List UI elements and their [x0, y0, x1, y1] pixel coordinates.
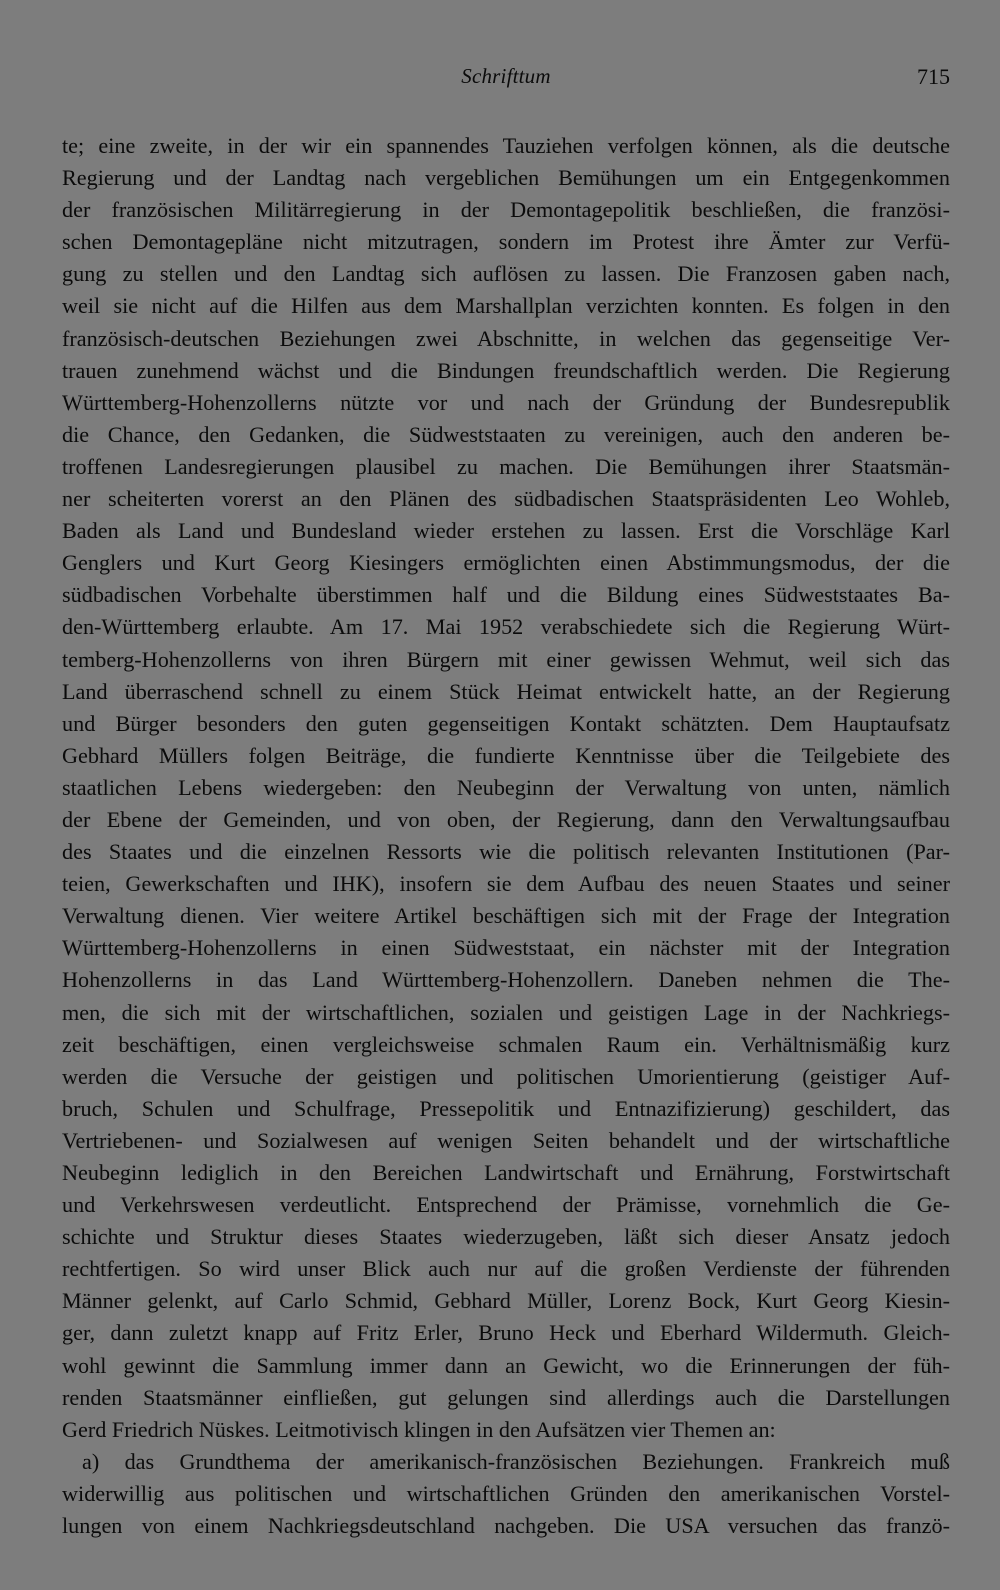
text-line: Neubeginn lediglich in den Bereichen Landwirtschaft und Ernährung, Forstwirtschaft [62, 1160, 950, 1185]
text-line: men, die sich mit der wirtschaftlichen, sozialen und geistigen Lage in der Nachkriegs- [62, 999, 950, 1025]
text-line: schichte und Struktur dieses Staates wiederzugeben, läßt sich dieser Ansatz jedoch [62, 1224, 950, 1250]
text-line: weil sie nicht auf die Hilfen aus dem Marshallplan verzichten konnten. Es folgen in den [62, 293, 950, 319]
running-head [62, 64, 950, 98]
text-line: Württemberg-Hohenzollerns nützte vor und nach der Gründung der Bundesrepublik [62, 389, 950, 415]
text-line: gung zu stellen und den Landtag sich auflösen zu lassen. Die Franzosen gaben nach, [62, 261, 950, 287]
page-number: 715 [917, 64, 950, 89]
text-line: widerwillig aus politischen und wirtschaftlichen Gründen den amerikanischen Vorstel- [62, 1480, 950, 1506]
text-line: temberg-Hohenzollerns von ihren Bürgern mit einer gewissen Wehmut, weil sich das [62, 646, 950, 672]
text-line: renden Staatsmänner einfließen, gut gelungen sind allerdings auch die Darstellungen [62, 1384, 950, 1410]
text-line: teien, Gewerkschaften und IHK), insofern sie dem Aufbau des neuen Staates und seiner [62, 871, 950, 897]
text-line: werden die Versuche der geistigen und politischen Umorientierung (geistiger Auf- [62, 1063, 950, 1089]
text-line: die Chance, den Gedanken, die Südweststaaten zu vereinigen, auch den anderen be- [62, 421, 950, 447]
text-line: Regierung und der Landtag nach vergeblichen Bemühungen um ein Entgegenkommen [62, 165, 950, 191]
body-text [62, 130, 950, 1542]
text-line: ger, dann zuletzt knapp auf Fritz Erler, Bruno Heck und Eberhard Wildermuth. Gleich- [62, 1320, 950, 1346]
text-line: bruch, Schulen und Schulfrage, Pressepolitik und Entnazifizierung) geschildert, das [62, 1095, 950, 1121]
text-line: Gerd Friedrich Nüskes. Leitmotivisch klingen in den Aufsätzen vier Themen an: [62, 1416, 776, 1442]
text-line: Gebhard Müllers folgen Beiträge, die fundierte Kenntnisse über die Teilgebiete des [62, 742, 950, 768]
text-line: rechtfertigen. So wird unser Blick auch nur auf die großen Verdienste der führenden [62, 1256, 950, 1282]
text-line: des Staates und die einzelnen Ressorts wie die politisch relevanten Institutionen (Par- [62, 839, 950, 865]
text-line: südbadischen Vorbehalte überstimmen half und die Bildung eines Südweststaates Ba- [62, 582, 950, 608]
text-line: der Ebene der Gemeinden, und von oben, der Regierung, dann den Verwaltungsaufbau [62, 806, 950, 832]
text-line: und Bürger besonders den guten gegenseitigen Kontakt schätzten. Dem Hauptaufsatz [62, 710, 950, 736]
text-line: troffenen Landesregierungen plausibel zu machen. Die Bemühungen ihrer Staatsmän- [62, 453, 950, 479]
text-line: Verwaltung dienen. Vier weitere Artikel beschäftigen sich mit der Frage der Integration [62, 903, 950, 929]
text-line: Genglers und Kurt Georg Kiesingers ermöglichten einen Abstimmungsmodus, der die [62, 550, 950, 576]
text-line: Baden als Land und Bundesland wieder erstehen zu lassen. Erst die Vorschläge Karl [62, 518, 950, 544]
text-line: a) das Grundthema der amerikanisch-französischen Beziehungen. Frankreich muß [82, 1448, 950, 1474]
running-head-title: Schrifttum [461, 64, 551, 88]
text-line: te; eine zweite, in der wir ein spannendes Tauziehen verfolgen können, als die deutsche [62, 133, 950, 158]
text-line: Land überraschend schnell zu einem Stück Heimat entwickelt hatte, an der Regierung [62, 678, 950, 704]
text-line: Männer gelenkt, auf Carlo Schmid, Gebhard Müller, Lorenz Bock, Kurt Georg Kiesin- [62, 1288, 950, 1314]
text-line: lungen von einem Nachkriegsdeutschland nachgeben. Die USA versuchen das franzö- [62, 1513, 950, 1539]
text-line: trauen zunehmend wächst und die Bindungen freundschaftlich werden. Die Regierung [62, 357, 950, 383]
text-line: ner scheiterten vorerst an den Plänen des südbadischen Staatspräsidenten Leo Wohleb, [62, 486, 950, 512]
text-line: schen Demontagepläne nicht mitzutragen, sondern im Protest ihre Ämter zur Verfü- [62, 229, 950, 255]
text-line: Vertriebenen- und Sozialwesen auf wenigen Seiten behandelt und der wirtschaftliche [62, 1127, 950, 1153]
text-line: und Verkehrswesen verdeutlicht. Entsprechend der Prämisse, vornehmlich die Ge- [62, 1192, 950, 1218]
text-line: den-Württemberg erlaubte. Am 17. Mai 1952 verabschiedete sich die Regierung Würt- [62, 614, 950, 640]
text-line: staatlichen Lebens wiedergeben: den Neubeginn der Verwaltung von unten, nämlich [62, 774, 950, 800]
text-line: Württemberg-Hohenzollerns in einen Südweststaat, ein nächster mit der Integration [62, 935, 950, 961]
text-line: der französischen Militärregierung in der Demontagepolitik beschließen, die französi- [62, 197, 950, 223]
text-line: Hohenzollerns in das Land Württemberg-Hohenzollern. Daneben nehmen die The- [62, 967, 950, 993]
text-line: zeit beschäftigen, einen vergleichsweise schmalen Raum ein. Verhältnismäßig kurz [62, 1031, 950, 1057]
text-line: wohl gewinnt die Sammlung immer dann an Gewicht, wo die Erinnerungen der füh- [62, 1352, 950, 1378]
text-line: französisch-deutschen Beziehungen zwei Abschnitte, in welchen das gegenseitige Ver- [62, 325, 950, 351]
